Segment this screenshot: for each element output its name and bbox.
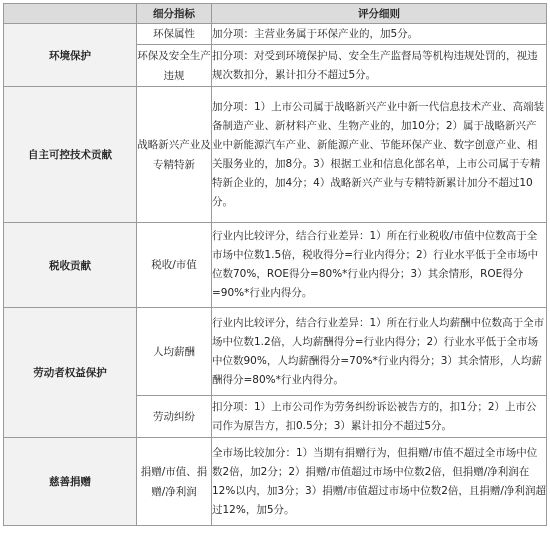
category-cell: 税收贡献	[4, 223, 137, 308]
table-row	[4, 438, 547, 526]
detail-cell: 行业内比较评分，结合行业差异：1）所在行业税收/市值中位数高于全市场中位数1.5倍，税收得分=行业内得分；2）行业水平低于全市场中位数70%，ROE得分=80%*行业内得分；3）其余情形，ROE得分=90%*行业内得分。	[212, 223, 547, 308]
indicator-cell: 劳动纠纷	[137, 396, 212, 438]
indicator-cell: 税收/市值	[137, 223, 212, 308]
indicator-cell: 捐赠/市值、捐赠/净利润	[137, 438, 212, 526]
table-row	[4, 223, 547, 308]
table-row	[4, 24, 547, 45]
category-cell: 劳动者权益保护	[4, 308, 137, 438]
detail-cell: 全市场比较加分：1）当期有捐赠行为，但捐赠/市值不超过全市场中位数2倍，加2分；2）捐赠/市值超过市场中位数2倍，但捐赠/净利润在12%以内，加3分；3）捐赠/市值超过市场中位数2倍，且捐赠/净利润超过12%，加5分。	[212, 438, 547, 526]
detail-cell: 加分项：主营业务属于环保产业的，加5分。	[212, 24, 547, 45]
category-cell: 慈善捐赠	[4, 438, 137, 526]
category-cell: 环境保护	[4, 24, 137, 87]
detail-cell: 扣分项：对受到环境保护局、安全生产监督局等机构违规处罚的，视违规次数扣分，累计扣分不超过5分。	[212, 45, 547, 87]
table-row	[4, 87, 547, 223]
header-detail: 评分细则	[212, 4, 547, 24]
detail-cell: 扣分项：1）上市公司作为劳务纠纷诉讼被告方的，扣1分；2）上市公司作为原告方，扣0.5分；3）累计扣分不超过5分。	[212, 396, 547, 438]
indicator-cell: 环保属性	[137, 24, 212, 45]
indicator-cell: 环保及安全生产违规	[137, 45, 212, 87]
indicator-cell: 人均薪酬	[137, 308, 212, 396]
detail-cell: 加分项：1）上市公司属于战略新兴产业中新一代信息技术产业、高端装备制造产业、新材料产业、生物产业的，加10分；2）属于战略新兴产业中新能源汽车产业、新能源产业、节能环保产业、数字创意产业、相关服务业的，加8分。3）根据工业和信息化部名单，上市公司属于专精特新企业的，加4分；4）战略新兴产业与专精特新累计加分不超过10分。	[212, 87, 547, 223]
table-row	[4, 308, 547, 396]
scoring-table	[3, 3, 547, 526]
header-category	[4, 4, 137, 24]
header-indicator: 细分指标	[137, 4, 212, 24]
detail-cell: 行业内比较评分，结合行业差异：1）所在行业人均薪酬中位数高于全市场中位数1.2倍，人均薪酬得分=行业内得分；2）行业水平低于全市场中位数90%，人均薪酬得分=70%*行业内得分；3）其余情形，人均薪酬得分=80%*行业内得分。	[212, 308, 547, 396]
indicator-cell: 战略新兴产业及专精特新	[137, 87, 212, 223]
table-header-row	[4, 4, 547, 24]
category-cell: 自主可控技术贡献	[4, 87, 137, 223]
